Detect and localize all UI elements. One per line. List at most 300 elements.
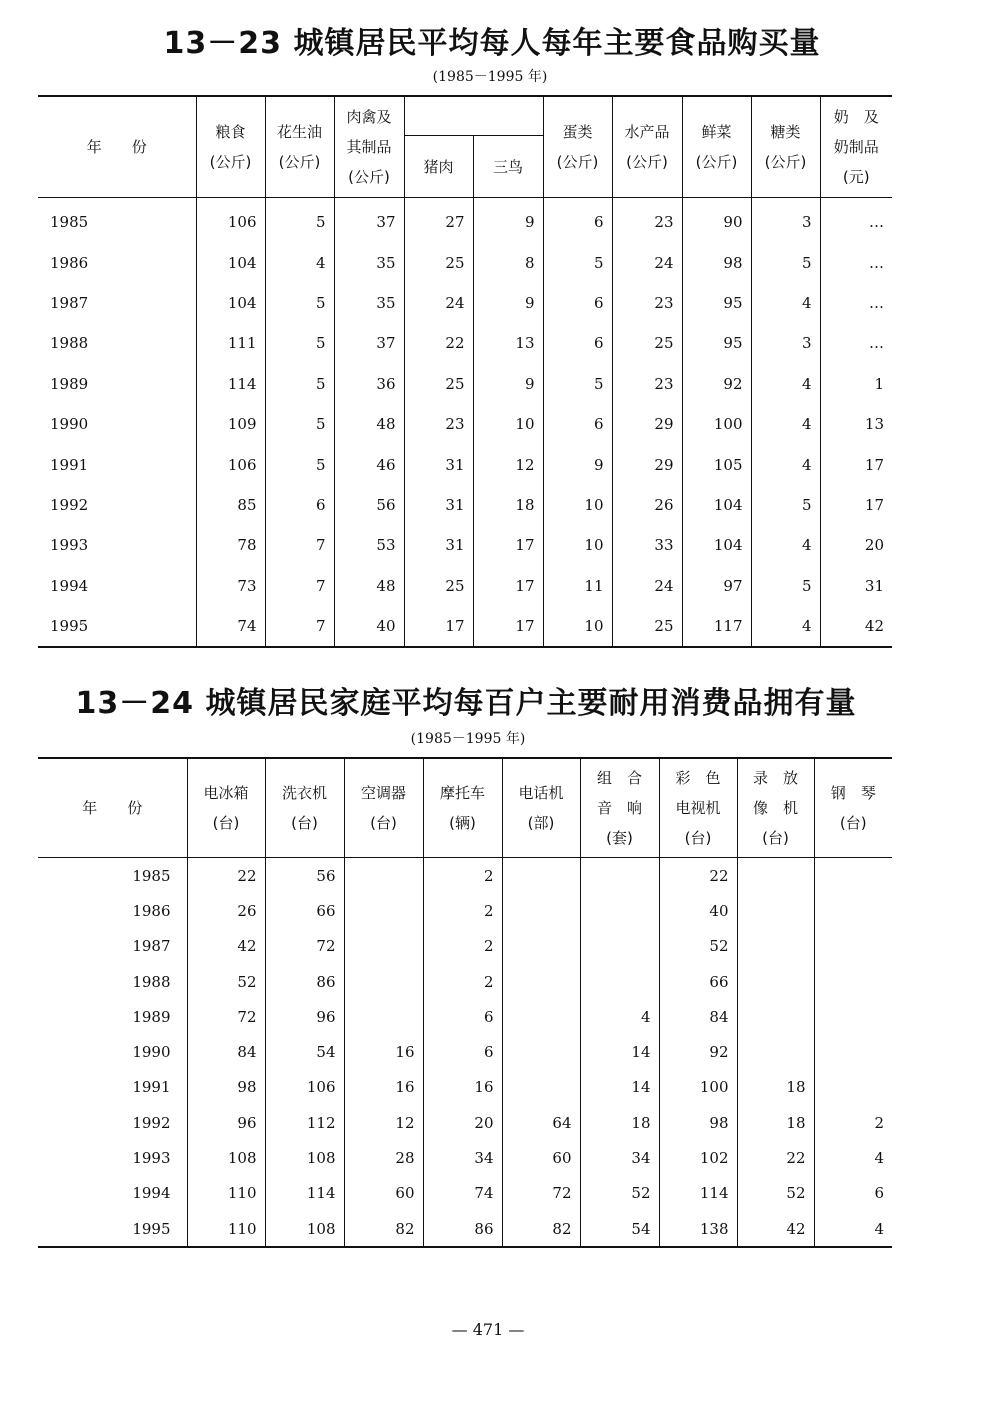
- cell-vcr: [737, 929, 814, 964]
- cell-year: 1989: [50, 374, 89, 393]
- cell-grain: 104: [196, 242, 265, 282]
- table-row: [38, 1140, 892, 1175]
- cell-dairy: 20: [820, 525, 892, 565]
- cell-poultry: 17: [473, 525, 543, 565]
- cell-peanut-oil: 7: [265, 525, 334, 565]
- cell-washer: 54: [265, 1034, 344, 1069]
- page-number: — 471 —: [451, 1320, 525, 1339]
- cell-year: 1990: [50, 415, 89, 434]
- cell-year: 1985: [132, 866, 171, 885]
- cell-aquatic: 29: [612, 444, 682, 484]
- cell-telephone: [502, 929, 580, 964]
- cell-vegetables: 90: [682, 198, 751, 243]
- cell-washer: 72: [265, 929, 344, 964]
- cell-stereo: 34: [580, 1140, 659, 1175]
- cell-eggs: 5: [543, 242, 612, 282]
- cell-dairy: …: [820, 323, 892, 363]
- header-fridge: [187, 758, 265, 858]
- cell-peanut-oil: 6: [265, 485, 334, 525]
- table-row: [38, 566, 892, 606]
- cell-aircon: [344, 893, 423, 928]
- header-label: 电视机: [675, 799, 721, 817]
- table-row: [38, 364, 892, 404]
- cell-sugar: 5: [751, 485, 820, 525]
- cell-fridge: 108: [187, 1140, 265, 1175]
- cell-motorcycle: 34: [423, 1140, 502, 1175]
- cell-motorcycle: 6: [423, 999, 502, 1034]
- header-unit: (部): [527, 814, 555, 832]
- cell-grain: 74: [196, 606, 265, 647]
- cell-fridge: 110: [187, 1211, 265, 1247]
- cell-dairy: …: [820, 283, 892, 323]
- cell-dairy: 17: [820, 485, 892, 525]
- cell-poultry: 13: [473, 323, 543, 363]
- cell-pork: 24: [404, 283, 473, 323]
- cell-sugar: 4: [751, 364, 820, 404]
- cell-telephone: [502, 858, 580, 894]
- table-row: [38, 1105, 892, 1140]
- cell-stereo: [580, 929, 659, 964]
- header-washer: [265, 758, 344, 858]
- cell-grain: 73: [196, 566, 265, 606]
- cell-piano: 4: [814, 1140, 892, 1175]
- cell-washer: 106: [265, 1070, 344, 1105]
- cell-telephone: 64: [502, 1105, 580, 1140]
- cell-meat: 37: [334, 323, 404, 363]
- header-pork: 猪肉: [404, 136, 473, 198]
- cell-washer: 108: [265, 1140, 344, 1175]
- header-unit: (公斤): [556, 153, 599, 171]
- cell-meat: 36: [334, 364, 404, 404]
- header-label: 水产品: [624, 123, 670, 141]
- cell-telephone: [502, 893, 580, 928]
- cell-motorcycle: 74: [423, 1176, 502, 1211]
- cell-eggs: 10: [543, 485, 612, 525]
- cell-grain: 106: [196, 444, 265, 484]
- cell-motorcycle: 6: [423, 1034, 502, 1069]
- header-unit: (公斤): [764, 153, 807, 171]
- header-telephone: [502, 758, 580, 858]
- cell-meat: 48: [334, 566, 404, 606]
- header-label: 录 放: [752, 769, 798, 787]
- cell-motorcycle: 2: [423, 964, 502, 999]
- table-row: [38, 242, 892, 282]
- header-label: 空调器: [360, 784, 406, 802]
- cell-dairy: 1: [820, 364, 892, 404]
- cell-pork: 31: [404, 525, 473, 565]
- header-label: 粮食: [215, 123, 246, 141]
- header-unit: (公斤): [278, 153, 321, 171]
- cell-aircon: 12: [344, 1105, 423, 1140]
- table-row: [38, 323, 892, 363]
- cell-eggs: 6: [543, 283, 612, 323]
- cell-year: 1993: [50, 536, 89, 555]
- header-label: 花生油: [276, 123, 322, 141]
- cell-stereo: 18: [580, 1105, 659, 1140]
- table-row: [38, 893, 892, 928]
- header-label: 钢 琴: [830, 784, 876, 802]
- cell-vcr: 42: [737, 1211, 814, 1247]
- header-poultry: 三鸟: [473, 136, 543, 198]
- cell-grain: 106: [196, 198, 265, 243]
- cell-aquatic: 24: [612, 566, 682, 606]
- cell-grain: 109: [196, 404, 265, 444]
- cell-fridge: 84: [187, 1034, 265, 1069]
- cell-year: 1994: [50, 576, 89, 595]
- cell-stereo: 4: [580, 999, 659, 1034]
- cell-stereo: 52: [580, 1176, 659, 1211]
- cell-vcr: [737, 858, 814, 894]
- cell-stereo: 54: [580, 1211, 659, 1247]
- header-eggs: [543, 96, 612, 198]
- cell-aquatic: 26: [612, 485, 682, 525]
- cell-sugar: 3: [751, 198, 820, 243]
- cell-sugar: 4: [751, 606, 820, 647]
- cell-sugar: 4: [751, 404, 820, 444]
- cell-pork: 23: [404, 404, 473, 444]
- cell-pork: 25: [404, 364, 473, 404]
- cell-eggs: 11: [543, 566, 612, 606]
- cell-vcr: [737, 999, 814, 1034]
- cell-year: 1989: [132, 1007, 171, 1026]
- cell-year: 1992: [132, 1113, 171, 1132]
- cell-fridge: 42: [187, 929, 265, 964]
- table-row: [38, 485, 892, 525]
- header-label: 彩 色: [675, 769, 721, 787]
- header-unit: (台): [212, 814, 240, 832]
- header-unit: (公斤): [348, 168, 390, 186]
- cell-dairy: 13: [820, 404, 892, 444]
- table2-title: 13－24 城镇居民家庭平均每百户主要耐用消费品拥有量: [75, 686, 857, 721]
- cell-sugar: 4: [751, 444, 820, 484]
- header-aircon: [344, 758, 423, 858]
- cell-meat: 53: [334, 525, 404, 565]
- cell-sugar: 5: [751, 566, 820, 606]
- cell-sugar: 5: [751, 242, 820, 282]
- cell-sugar: 4: [751, 525, 820, 565]
- table2-subtitle: (1985－1995 年): [410, 731, 526, 747]
- cell-eggs: 9: [543, 444, 612, 484]
- cell-fridge: 26: [187, 893, 265, 928]
- cell-vcr: [737, 1034, 814, 1069]
- cell-meat: 48: [334, 404, 404, 444]
- cell-poultry: 9: [473, 283, 543, 323]
- cell-peanut-oil: 7: [265, 606, 334, 647]
- header-unit: (台): [762, 829, 789, 847]
- cell-pork: 17: [404, 606, 473, 647]
- header-vcr: [737, 758, 814, 858]
- cell-vegetables: 92: [682, 364, 751, 404]
- cell-fridge: 52: [187, 964, 265, 999]
- header-stereo: [580, 758, 659, 858]
- header-unit: (元): [842, 168, 870, 186]
- header-label: 肉禽及: [346, 108, 392, 126]
- cell-telephone: [502, 964, 580, 999]
- header-unit: (台): [291, 814, 318, 832]
- cell-peanut-oil: 5: [265, 283, 334, 323]
- header-peanut-oil: [265, 96, 334, 198]
- cell-poultry: 10: [473, 404, 543, 444]
- cell-aircon: 82: [344, 1211, 423, 1247]
- cell-eggs: 10: [543, 525, 612, 565]
- cell-vegetables: 105: [682, 444, 751, 484]
- cell-sugar: 4: [751, 283, 820, 323]
- cell-year: 1995: [38, 606, 196, 647]
- header-sugar: [751, 96, 820, 198]
- cell-piano: 6: [814, 1176, 892, 1211]
- cell-poultry: 8: [473, 242, 543, 282]
- cell-aircon: [344, 858, 423, 894]
- cell-vcr: 18: [737, 1070, 814, 1105]
- cell-telephone: [502, 999, 580, 1034]
- header-label: 音 响: [596, 799, 642, 817]
- cell-vcr: 52: [737, 1176, 814, 1211]
- cell-peanut-oil: 7: [265, 566, 334, 606]
- cell-meat: 56: [334, 485, 404, 525]
- cell-dairy: …: [820, 242, 892, 282]
- cell-grain: 104: [196, 283, 265, 323]
- cell-peanut-oil: 5: [265, 364, 334, 404]
- cell-poultry: 9: [473, 364, 543, 404]
- header-unit: (辆): [449, 814, 476, 832]
- cell-color-tv: 40: [659, 893, 737, 928]
- cell-color-tv: 98: [659, 1105, 737, 1140]
- cell-aquatic: 25: [612, 323, 682, 363]
- table1-title: 13－23 城镇居民平均每人每年主要食品购买量: [163, 26, 821, 61]
- cell-dairy: 42: [820, 606, 892, 647]
- cell-year: 1986: [50, 253, 89, 272]
- cell-vegetables: 95: [682, 283, 751, 323]
- cell-stereo: [580, 893, 659, 928]
- cell-aircon: 16: [344, 1070, 423, 1105]
- cell-color-tv: 84: [659, 999, 737, 1034]
- cell-stereo: [580, 964, 659, 999]
- cell-pork: 31: [404, 485, 473, 525]
- cell-aircon: 60: [344, 1176, 423, 1211]
- cell-meat: 46: [334, 444, 404, 484]
- cell-year: 1995: [38, 1211, 187, 1247]
- cell-pork: 31: [404, 444, 473, 484]
- table-row: [38, 404, 892, 444]
- header-label: 蛋类: [562, 123, 593, 141]
- cell-motorcycle: 2: [423, 929, 502, 964]
- header-label: 奶制品: [833, 138, 879, 156]
- cell-color-tv: 114: [659, 1176, 737, 1211]
- cell-grain: 78: [196, 525, 265, 565]
- table-row: [38, 606, 892, 647]
- cell-eggs: 6: [543, 323, 612, 363]
- cell-piano: [814, 1070, 892, 1105]
- cell-peanut-oil: 5: [265, 323, 334, 363]
- cell-color-tv: 52: [659, 929, 737, 964]
- table-row: [38, 1070, 892, 1105]
- cell-year: 1987: [132, 937, 171, 956]
- cell-fridge: 96: [187, 1105, 265, 1140]
- cell-piano: [814, 999, 892, 1034]
- cell-piano: [814, 1034, 892, 1069]
- cell-stereo: [580, 858, 659, 894]
- cell-aquatic: 23: [612, 198, 682, 243]
- cell-vcr: 22: [737, 1140, 814, 1175]
- cell-fridge: 110: [187, 1176, 265, 1211]
- cell-color-tv: 100: [659, 1070, 737, 1105]
- cell-motorcycle: 16: [423, 1070, 502, 1105]
- cell-telephone: [502, 1070, 580, 1105]
- cell-poultry: 18: [473, 485, 543, 525]
- cell-grain: 111: [196, 323, 265, 363]
- cell-poultry: 17: [473, 606, 543, 647]
- header-unit: (台): [839, 814, 867, 832]
- cell-vcr: 18: [737, 1105, 814, 1140]
- cell-telephone: 82: [502, 1211, 580, 1247]
- cell-peanut-oil: 5: [265, 404, 334, 444]
- cell-dairy: 17: [820, 444, 892, 484]
- header-unit: (公斤): [626, 153, 668, 171]
- table-row: [38, 999, 892, 1034]
- header-unit: (套): [606, 829, 633, 847]
- cell-fridge: 22: [187, 858, 265, 894]
- table1-subtitle: (1985－1995 年): [432, 69, 548, 85]
- cell-washer: 96: [265, 999, 344, 1034]
- header-grain: [196, 96, 265, 198]
- cell-poultry: 9: [473, 198, 543, 243]
- header-aquatic: [612, 96, 682, 198]
- cell-aquatic: 33: [612, 525, 682, 565]
- cell-color-tv: 102: [659, 1140, 737, 1175]
- cell-eggs: 6: [543, 404, 612, 444]
- cell-aquatic: 24: [612, 242, 682, 282]
- cell-washer: 56: [265, 858, 344, 894]
- cell-meat: 35: [334, 283, 404, 323]
- cell-piano: [814, 964, 892, 999]
- cell-sugar: 3: [751, 323, 820, 363]
- header-meat: [334, 96, 404, 198]
- cell-vegetables: 95: [682, 323, 751, 363]
- header-motorcycle: [423, 758, 502, 858]
- header-label: 其制品: [346, 138, 392, 156]
- cell-washer: 86: [265, 964, 344, 999]
- cell-motorcycle: 86: [423, 1211, 502, 1247]
- cell-washer: 114: [265, 1176, 344, 1211]
- header-year: 年 份: [38, 96, 196, 198]
- cell-vcr: [737, 893, 814, 928]
- table-row: [38, 964, 892, 999]
- header-color-tv: [659, 758, 737, 858]
- header-label: 组 合: [596, 769, 642, 787]
- cell-pork: 25: [404, 566, 473, 606]
- cell-telephone: [502, 1034, 580, 1069]
- table-row: [38, 929, 892, 964]
- cell-stereo: 14: [580, 1034, 659, 1069]
- header-vegetables: [682, 96, 751, 198]
- cell-year: 1986: [132, 901, 171, 920]
- header-label: 奶 及: [833, 108, 879, 126]
- header-label: 鲜菜: [701, 123, 732, 141]
- header-meat-subgroup: [404, 96, 543, 136]
- cell-piano: 2: [814, 1105, 892, 1140]
- cell-fridge: 98: [187, 1070, 265, 1105]
- cell-year: 1990: [132, 1043, 171, 1062]
- cell-aquatic: 25: [612, 606, 682, 647]
- cell-color-tv: 22: [659, 858, 737, 894]
- header-label: 摩托车: [439, 784, 485, 802]
- cell-motorcycle: 20: [423, 1105, 502, 1140]
- table-row: [38, 858, 892, 894]
- cell-year: 1985: [50, 213, 89, 232]
- cell-aircon: [344, 964, 423, 999]
- cell-year: 1993: [132, 1149, 171, 1168]
- cell-grain: 85: [196, 485, 265, 525]
- food-purchase-table: [38, 95, 892, 648]
- cell-aircon: [344, 999, 423, 1034]
- cell-vegetables: 104: [682, 485, 751, 525]
- cell-pork: 27: [404, 198, 473, 243]
- cell-year: 1991: [50, 455, 89, 474]
- cell-peanut-oil: 4: [265, 242, 334, 282]
- durable-goods-table: [38, 757, 892, 1248]
- cell-poultry: 12: [473, 444, 543, 484]
- cell-year: 1987: [50, 293, 89, 312]
- cell-meat: 35: [334, 242, 404, 282]
- cell-aircon: [344, 929, 423, 964]
- header-piano: [814, 758, 892, 858]
- cell-vcr: [737, 964, 814, 999]
- cell-color-tv: 66: [659, 964, 737, 999]
- cell-peanut-oil: 5: [265, 444, 334, 484]
- table-row: [38, 1211, 892, 1247]
- cell-grain: 114: [196, 364, 265, 404]
- cell-dairy: …: [820, 198, 892, 243]
- header-label: 电冰箱: [203, 784, 249, 802]
- header-label: 糖类: [770, 123, 801, 141]
- cell-washer: 112: [265, 1105, 344, 1140]
- cell-year: 1988: [50, 334, 89, 353]
- table-row: [38, 1176, 892, 1211]
- cell-piano: [814, 858, 892, 894]
- table-row: [38, 198, 892, 243]
- header-unit: (台): [370, 814, 397, 832]
- cell-piano: [814, 929, 892, 964]
- cell-vegetables: 97: [682, 566, 751, 606]
- cell-eggs: 10: [543, 606, 612, 647]
- cell-vegetables: 98: [682, 242, 751, 282]
- cell-washer: 66: [265, 893, 344, 928]
- cell-motorcycle: 2: [423, 858, 502, 894]
- cell-fridge: 72: [187, 999, 265, 1034]
- cell-telephone: 72: [502, 1176, 580, 1211]
- cell-aquatic: 29: [612, 404, 682, 444]
- cell-vegetables: 100: [682, 404, 751, 444]
- header-unit: (公斤): [695, 153, 738, 171]
- table-row: [38, 525, 892, 565]
- cell-vegetables: 117: [682, 606, 751, 647]
- header-label: 像 机: [752, 799, 798, 817]
- cell-pork: 22: [404, 323, 473, 363]
- cell-eggs: 5: [543, 364, 612, 404]
- cell-piano: [814, 893, 892, 928]
- cell-aquatic: 23: [612, 364, 682, 404]
- cell-aquatic: 23: [612, 283, 682, 323]
- header-unit: (台): [684, 829, 712, 847]
- header-label: 电话机: [518, 784, 564, 802]
- cell-meat: 40: [334, 606, 404, 647]
- cell-poultry: 17: [473, 566, 543, 606]
- table-row: [38, 1034, 892, 1069]
- header-dairy: [820, 96, 892, 198]
- cell-color-tv: 138: [659, 1211, 737, 1247]
- cell-peanut-oil: 5: [265, 198, 334, 243]
- cell-meat: 37: [334, 198, 404, 243]
